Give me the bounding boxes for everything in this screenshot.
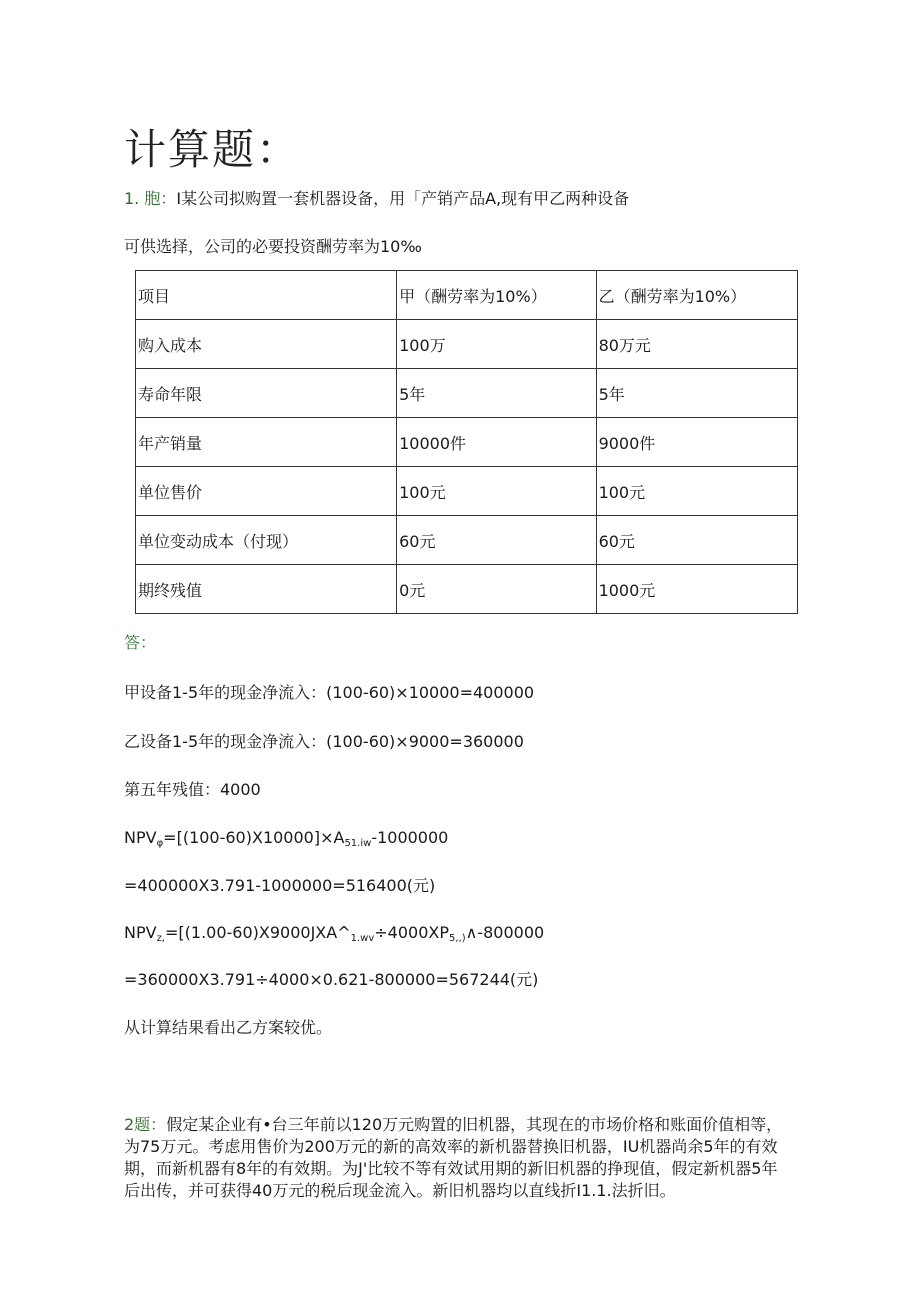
formula-part: ∧-800000 <box>465 923 545 942</box>
table-cell: 项目 <box>136 271 397 320</box>
table-cell: 100元 <box>397 467 596 516</box>
table-row <box>136 369 798 418</box>
question-1-line <box>124 188 629 210</box>
answer-line: =360000X3.791÷4000×0.621-800000=567244(元) <box>124 970 539 989</box>
formula-part: NPV <box>124 828 157 847</box>
npv-formula-jia <box>124 827 448 855</box>
table-cell: 60元 <box>397 516 596 565</box>
answer-line: 第五年残值：4000 <box>124 780 261 799</box>
question-1-number: 1. 胞： <box>124 189 177 208</box>
table-cell: 9000件 <box>596 418 797 467</box>
table-cell: 0元 <box>397 565 596 614</box>
formula-part: ÷4000XP <box>374 923 449 942</box>
question-2-text: 假定某企业有•台三年前以120万元购置的旧机器，其现在的市场价格和账面价值相等，为75万元。考虑用售价为200万元的新的高效率的新机器替换旧机器，IU机器尚余5年的有效期，而新机器有8年的有效期。为J'比较不等有效试用期的新旧机器的挣现值，假定新机器5年后出传，并可获得40万元的税后现金流入。新旧机器均以直线折I1.1.法折旧。 <box>124 1115 783 1200</box>
table-row <box>136 565 798 614</box>
formula-subscript: φ <box>156 838 164 849</box>
table-row <box>136 418 798 467</box>
formula-subscript: z, <box>156 933 165 944</box>
answer-label: 答： <box>124 633 157 652</box>
table-cell: 单位售价 <box>136 467 397 516</box>
table-cell: 寿命年限 <box>136 369 397 418</box>
page-title: 计算题： <box>124 125 301 174</box>
formula-part: =[(1.00-60)X9000JXA^ <box>165 923 351 942</box>
table-cell: 年产销量 <box>136 418 397 467</box>
table-cell: 100元 <box>596 467 797 516</box>
conclusion: 从计算结果看出乙方案较优。 <box>124 1018 333 1037</box>
table-row <box>136 320 798 369</box>
formula-subscript: 5,,) <box>448 933 466 944</box>
formula-part: NPV <box>124 923 157 942</box>
table-cell: 乙（酬劳率为10%） <box>596 271 797 320</box>
table-cell: 购入成本 <box>136 320 397 369</box>
formula-part: -1000000 <box>371 828 449 847</box>
question-1-text: I某公司拟购置一套机器设备，用「产销产品A,现有甲乙两种设备 <box>176 189 630 208</box>
table-cell: 单位变动成本（付现） <box>136 516 397 565</box>
table-cell: 60元 <box>596 516 797 565</box>
formula-subscript: 51.iw <box>344 838 372 849</box>
table-cell: 100万 <box>397 320 596 369</box>
question-2-paragraph <box>124 1114 784 1202</box>
question-2-number: 2题： <box>124 1115 167 1134</box>
table-cell: 5年 <box>596 369 797 418</box>
answer-line: 甲设备1-5年的现金净流入：(100-60)×10000=400000 <box>124 683 535 702</box>
formula-subscript: 1.wv <box>350 933 375 944</box>
table-row <box>136 271 798 320</box>
answer-line: 乙设备1-5年的现金净流入：(100-60)×9000=360000 <box>124 732 524 751</box>
question-1-text-continued: 可供选择，公司的必要投资酬劳率为10‰ <box>124 237 422 256</box>
comparison-table <box>135 270 798 614</box>
table-row <box>136 516 798 565</box>
answer-line: =400000X3.791-1000000=516400(元) <box>124 876 436 895</box>
table-cell: 1000元 <box>596 565 797 614</box>
npv-formula-yi <box>124 922 544 950</box>
table-row <box>136 467 798 516</box>
table-cell: 甲（酬劳率为10%） <box>397 271 596 320</box>
table-cell: 期终残值 <box>136 565 397 614</box>
table-cell: 5年 <box>397 369 596 418</box>
table-cell: 10000件 <box>397 418 596 467</box>
table-cell: 80万元 <box>596 320 797 369</box>
formula-part: =[(100-60)X10000]×A <box>163 828 345 847</box>
